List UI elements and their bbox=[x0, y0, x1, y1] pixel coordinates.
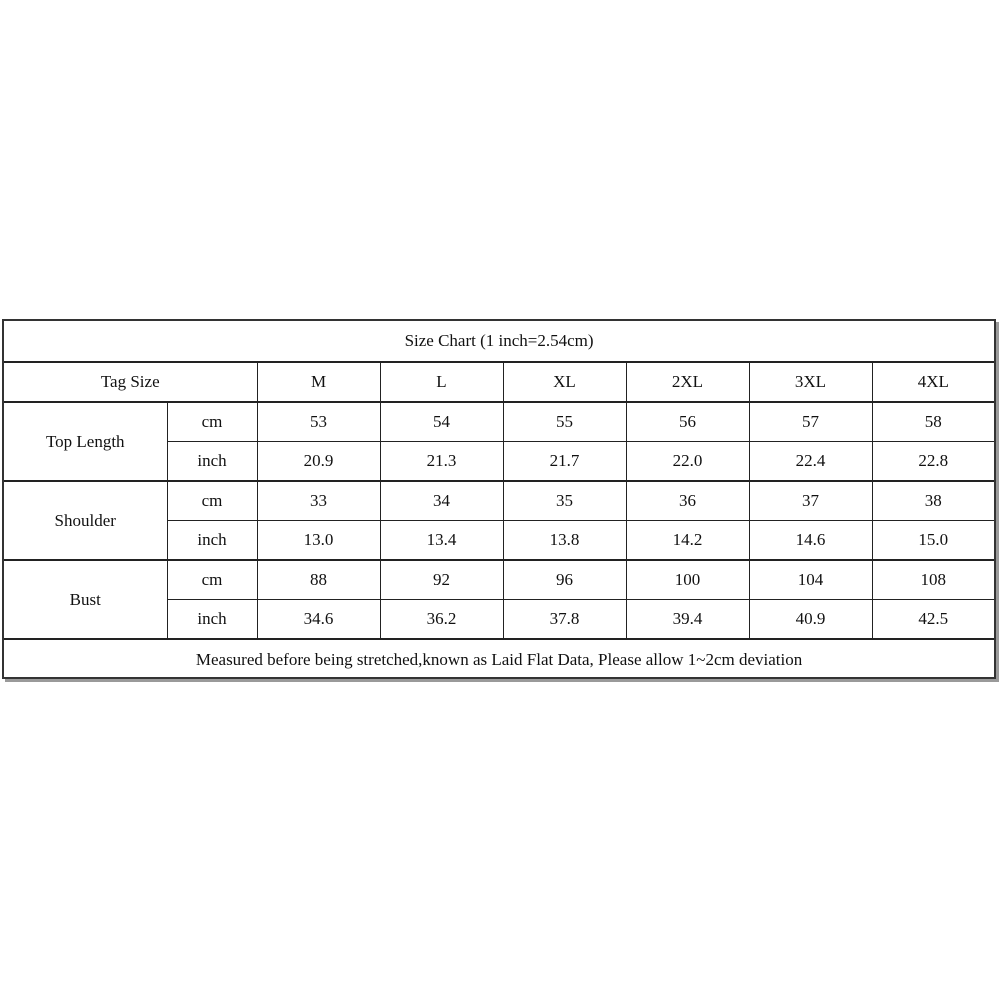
size-header-3xl: 3XL bbox=[749, 362, 872, 402]
table-row bbox=[4, 481, 994, 521]
size-header-l: L bbox=[380, 362, 503, 402]
value-cell: 38 bbox=[872, 481, 994, 521]
table-row bbox=[4, 402, 994, 442]
value-cell: 56 bbox=[626, 402, 749, 442]
value-cell: 37 bbox=[749, 481, 872, 521]
value-cell: 33 bbox=[257, 481, 380, 521]
value-cell: 34 bbox=[380, 481, 503, 521]
value-cell: 21.3 bbox=[380, 442, 503, 482]
value-cell: 13.0 bbox=[257, 521, 380, 561]
unit-cell: cm bbox=[167, 402, 257, 442]
measure-top-length: Top Length bbox=[4, 402, 167, 481]
value-cell: 13.4 bbox=[380, 521, 503, 561]
value-cell: 58 bbox=[872, 402, 994, 442]
size-header-m: M bbox=[257, 362, 380, 402]
unit-cell: inch bbox=[167, 521, 257, 561]
value-cell: 36 bbox=[626, 481, 749, 521]
value-cell: 104 bbox=[749, 560, 872, 600]
note-row bbox=[4, 639, 994, 680]
unit-cell: inch bbox=[167, 600, 257, 640]
value-cell: 36.2 bbox=[380, 600, 503, 640]
value-cell: 55 bbox=[503, 402, 626, 442]
measure-bust: Bust bbox=[4, 560, 167, 639]
chart-title: Size Chart (1 inch=2.54cm) bbox=[4, 321, 994, 362]
value-cell: 21.7 bbox=[503, 442, 626, 482]
value-cell: 39.4 bbox=[626, 600, 749, 640]
size-header-2xl: 2XL bbox=[626, 362, 749, 402]
value-cell: 100 bbox=[626, 560, 749, 600]
value-cell: 15.0 bbox=[872, 521, 994, 561]
measurement-note: Measured before being stretched,known as Laid Flat Data, Please allow 1~2cm deviation bbox=[4, 639, 994, 680]
measure-shoulder: Shoulder bbox=[4, 481, 167, 560]
value-cell: 35 bbox=[503, 481, 626, 521]
value-cell: 108 bbox=[872, 560, 994, 600]
title-row bbox=[4, 321, 994, 362]
value-cell: 54 bbox=[380, 402, 503, 442]
value-cell: 88 bbox=[257, 560, 380, 600]
value-cell: 34.6 bbox=[257, 600, 380, 640]
value-cell: 42.5 bbox=[872, 600, 994, 640]
value-cell: 22.0 bbox=[626, 442, 749, 482]
size-header-4xl: 4XL bbox=[872, 362, 994, 402]
value-cell: 22.8 bbox=[872, 442, 994, 482]
header-row bbox=[4, 362, 994, 402]
size-header-xl: XL bbox=[503, 362, 626, 402]
value-cell: 57 bbox=[749, 402, 872, 442]
value-cell: 14.6 bbox=[749, 521, 872, 561]
value-cell: 14.2 bbox=[626, 521, 749, 561]
value-cell: 96 bbox=[503, 560, 626, 600]
value-cell: 22.4 bbox=[749, 442, 872, 482]
value-cell: 53 bbox=[257, 402, 380, 442]
value-cell: 13.8 bbox=[503, 521, 626, 561]
value-cell: 20.9 bbox=[257, 442, 380, 482]
table-row bbox=[4, 560, 994, 600]
unit-cell: inch bbox=[167, 442, 257, 482]
value-cell: 37.8 bbox=[503, 600, 626, 640]
tag-size-label: Tag Size bbox=[4, 362, 257, 402]
value-cell: 40.9 bbox=[749, 600, 872, 640]
unit-cell: cm bbox=[167, 560, 257, 600]
unit-cell: cm bbox=[167, 481, 257, 521]
size-chart bbox=[2, 319, 996, 679]
size-chart-table bbox=[4, 321, 994, 680]
value-cell: 92 bbox=[380, 560, 503, 600]
